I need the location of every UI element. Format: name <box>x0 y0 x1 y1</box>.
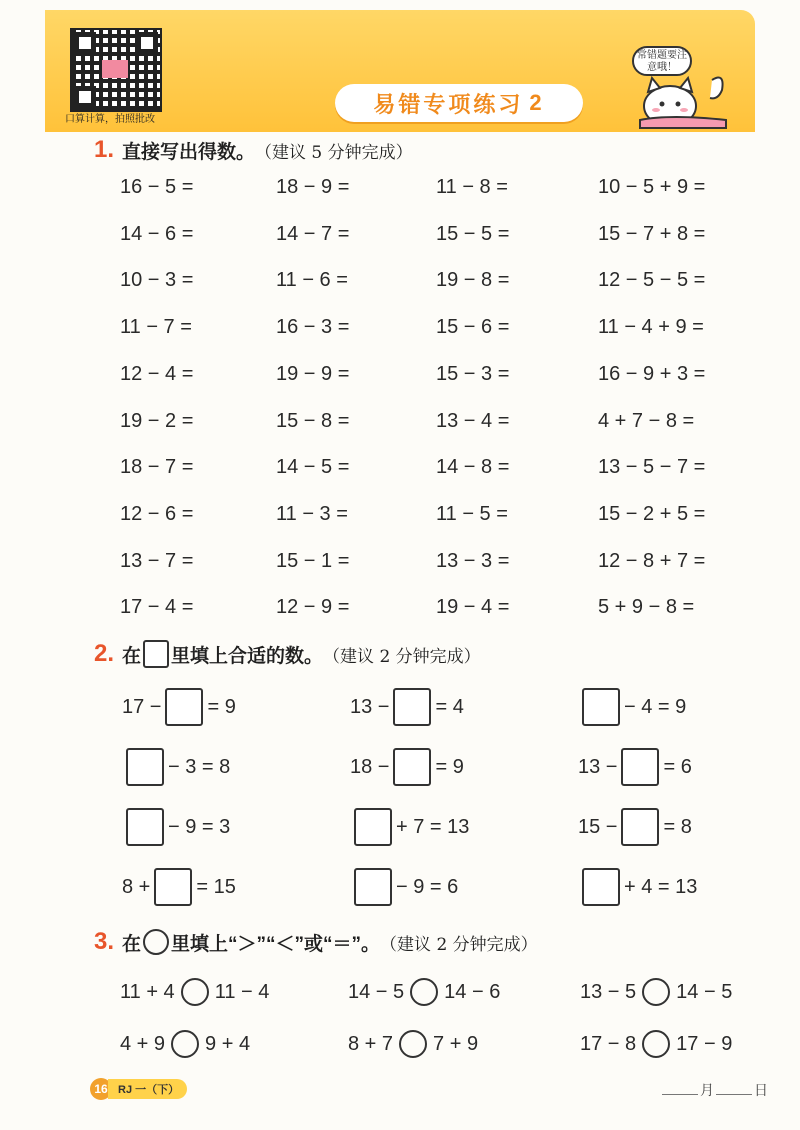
fill-box-problem <box>350 808 469 846</box>
section-3-title: 3. 在 里填上“＞”“＜”或“＝”。 （建议 2 分钟完成） <box>94 928 538 955</box>
fill-box-problem <box>350 688 464 726</box>
answer-circle[interactable] <box>181 978 209 1006</box>
circle-symbol-icon <box>143 929 169 955</box>
problem-2-2: 14 − 7 = <box>276 222 350 245</box>
compare-problem <box>348 1030 478 1058</box>
compare-right: 14 − 6 <box>444 980 501 1003</box>
problem-3-8: 11 − 5 = <box>436 502 508 525</box>
fill-pre-text: 13 − <box>350 695 390 718</box>
problem-1-2: 14 − 6 = <box>120 222 194 245</box>
problem-1-10: 17 − 4 = <box>120 596 194 619</box>
problem-2-5: 19 − 9 = <box>276 362 350 385</box>
answer-box[interactable] <box>154 868 192 906</box>
problem-1-5: 12 − 4 = <box>120 362 194 385</box>
fill-box-problem <box>350 868 458 906</box>
fill-box-problem <box>350 748 464 786</box>
problem-2-1: 18 − 9 = <box>276 176 350 198</box>
compare-problem <box>348 978 500 1006</box>
problem-4-8: 15 − 2 + 5 = <box>598 502 706 525</box>
problem-4-4: 11 − 4 + 9 = <box>598 316 704 339</box>
fill-post-text: − 9 = 6 <box>396 875 459 898</box>
fill-box-problem <box>578 688 686 726</box>
answer-box[interactable] <box>621 808 659 846</box>
fill-post-text: + 4 = 13 <box>624 875 698 898</box>
problem-1-3: 10 − 3 = <box>120 269 194 292</box>
compare-problem <box>120 978 269 1006</box>
problem-1-6: 19 − 2 = <box>120 409 194 432</box>
problem-1-1: 16 − 5 = <box>120 176 194 198</box>
compare-right: 14 − 5 <box>676 980 733 1003</box>
problem-2-3: 11 − 6 = <box>276 269 348 292</box>
compare-left: 4 + 9 <box>120 1032 166 1055</box>
speech-bubble: 常错题要注意哦！ <box>632 46 692 76</box>
answer-circle[interactable] <box>642 978 670 1006</box>
problem-4-10: 5 + 9 − 8 = <box>598 596 695 619</box>
date-field[interactable]: 月 日 <box>660 1080 768 1100</box>
problem-4-5: 16 − 9 + 3 = <box>598 362 706 385</box>
answer-box[interactable] <box>354 868 392 906</box>
answer-box[interactable] <box>582 868 620 906</box>
answer-box[interactable] <box>126 748 164 786</box>
answer-box[interactable] <box>165 688 203 726</box>
footer-badge <box>90 1078 187 1100</box>
answer-box[interactable] <box>582 688 620 726</box>
problem-4-9: 12 − 8 + 7 = <box>598 549 706 572</box>
compare-problem <box>580 1030 732 1058</box>
fill-post-text: = 9 <box>435 755 464 778</box>
problem-1-8: 12 − 6 = <box>120 502 194 525</box>
compare-right: 11 − 4 <box>214 980 270 1003</box>
title-pill <box>335 84 583 122</box>
fill-pre-text: 8 + <box>122 875 151 898</box>
answer-circle[interactable] <box>642 1030 670 1058</box>
qr-code-icon[interactable] <box>70 28 162 112</box>
problem-2-4: 16 − 3 = <box>276 316 350 339</box>
fill-pre-text: 18 − <box>350 755 390 778</box>
problem-4-3: 12 − 5 − 5 = <box>598 269 706 292</box>
fill-box-problem <box>122 748 230 786</box>
compare-left: 11 + 4 <box>120 980 175 1003</box>
page-title-number: 2 <box>529 90 545 115</box>
problem-3-2: 15 − 5 = <box>436 222 510 245</box>
compare-left: 13 − 5 <box>580 980 637 1003</box>
problem-1-9: 13 − 7 = <box>120 549 194 572</box>
fill-box-problem <box>122 868 236 906</box>
problem-2-6: 15 − 8 = <box>276 409 350 432</box>
page-number: 16 <box>90 1078 112 1100</box>
compare-right: 17 − 9 <box>676 1032 733 1055</box>
fill-post-text: − 4 = 9 <box>624 695 687 718</box>
fill-box-problem <box>578 868 697 906</box>
problem-3-1: 11 − 8 = <box>436 176 508 198</box>
edition-label: RJ 一（下） <box>108 1079 187 1099</box>
box-symbol-icon <box>143 640 169 668</box>
compare-left: 17 − 8 <box>580 1032 637 1055</box>
problem-2-10: 12 − 9 = <box>276 596 350 619</box>
problem-3-10: 19 − 4 = <box>436 596 510 619</box>
compare-left: 14 − 5 <box>348 980 405 1003</box>
problem-3-7: 14 − 8 = <box>436 456 510 479</box>
compare-left: 8 + 7 <box>348 1032 394 1055</box>
fill-pre-text: 15 − <box>578 815 618 838</box>
fill-box-problem <box>578 748 692 786</box>
compare-problem <box>580 978 732 1006</box>
problem-4-1: 10 − 5 + 9 = <box>598 176 706 198</box>
compare-right: 7 + 9 <box>433 1032 479 1055</box>
fill-pre-text: 13 − <box>578 755 618 778</box>
fill-post-text: − 3 = 8 <box>168 755 231 778</box>
fill-pre-text: 17 − <box>122 695 162 718</box>
problem-1-7: 18 − 7 = <box>120 456 194 479</box>
problem-3-4: 15 − 6 = <box>436 316 510 339</box>
problem-1-4: 11 − 7 = <box>120 316 192 339</box>
answer-box[interactable] <box>393 748 431 786</box>
answer-box[interactable] <box>126 808 164 846</box>
fill-post-text: = 8 <box>663 815 692 838</box>
problem-4-7: 13 − 5 − 7 = <box>598 456 706 479</box>
compare-right: 9 + 4 <box>205 1032 251 1055</box>
answer-box[interactable] <box>393 688 431 726</box>
problem-3-9: 13 − 3 = <box>436 549 510 572</box>
qr-caption: 口算计算，拍照批改 <box>65 114 155 125</box>
answer-circle[interactable] <box>171 1030 199 1058</box>
answer-box[interactable] <box>621 748 659 786</box>
fill-box-problem <box>122 808 230 846</box>
fill-box-problem <box>122 688 236 726</box>
problem-4-2: 15 − 7 + 8 = <box>598 222 706 245</box>
fill-post-text: = 6 <box>663 755 692 778</box>
problem-3-6: 13 − 4 = <box>436 409 510 432</box>
section-1-title: 1. 直接写出得数。 （建议 5 分钟完成） <box>94 136 413 163</box>
fill-post-text: = 9 <box>207 695 236 718</box>
problem-3-3: 19 − 8 = <box>436 269 510 292</box>
compare-problem <box>120 1030 250 1058</box>
problem-4-6: 4 + 7 − 8 = <box>598 409 695 432</box>
fill-post-text: = 15 <box>196 875 236 898</box>
answer-box[interactable] <box>354 808 392 846</box>
fill-post-text: + 7 = 13 <box>396 815 470 838</box>
section-2-title: 2. 在 里填上合适的数。 （建议 2 分钟完成） <box>94 640 481 667</box>
problem-2-8: 11 − 3 = <box>276 502 348 525</box>
answer-circle[interactable] <box>399 1030 427 1058</box>
problem-3-5: 15 − 3 = <box>436 362 510 385</box>
answer-circle[interactable] <box>410 978 438 1006</box>
page-title: 易错专项练习 <box>373 91 524 117</box>
fill-box-problem <box>578 808 692 846</box>
problem-2-7: 14 − 5 = <box>276 456 350 479</box>
fill-post-text: = 4 <box>435 695 464 718</box>
cat-mascot-icon <box>630 70 730 130</box>
fill-post-text: − 9 = 3 <box>168 815 231 838</box>
problem-2-9: 15 − 1 = <box>276 549 350 572</box>
